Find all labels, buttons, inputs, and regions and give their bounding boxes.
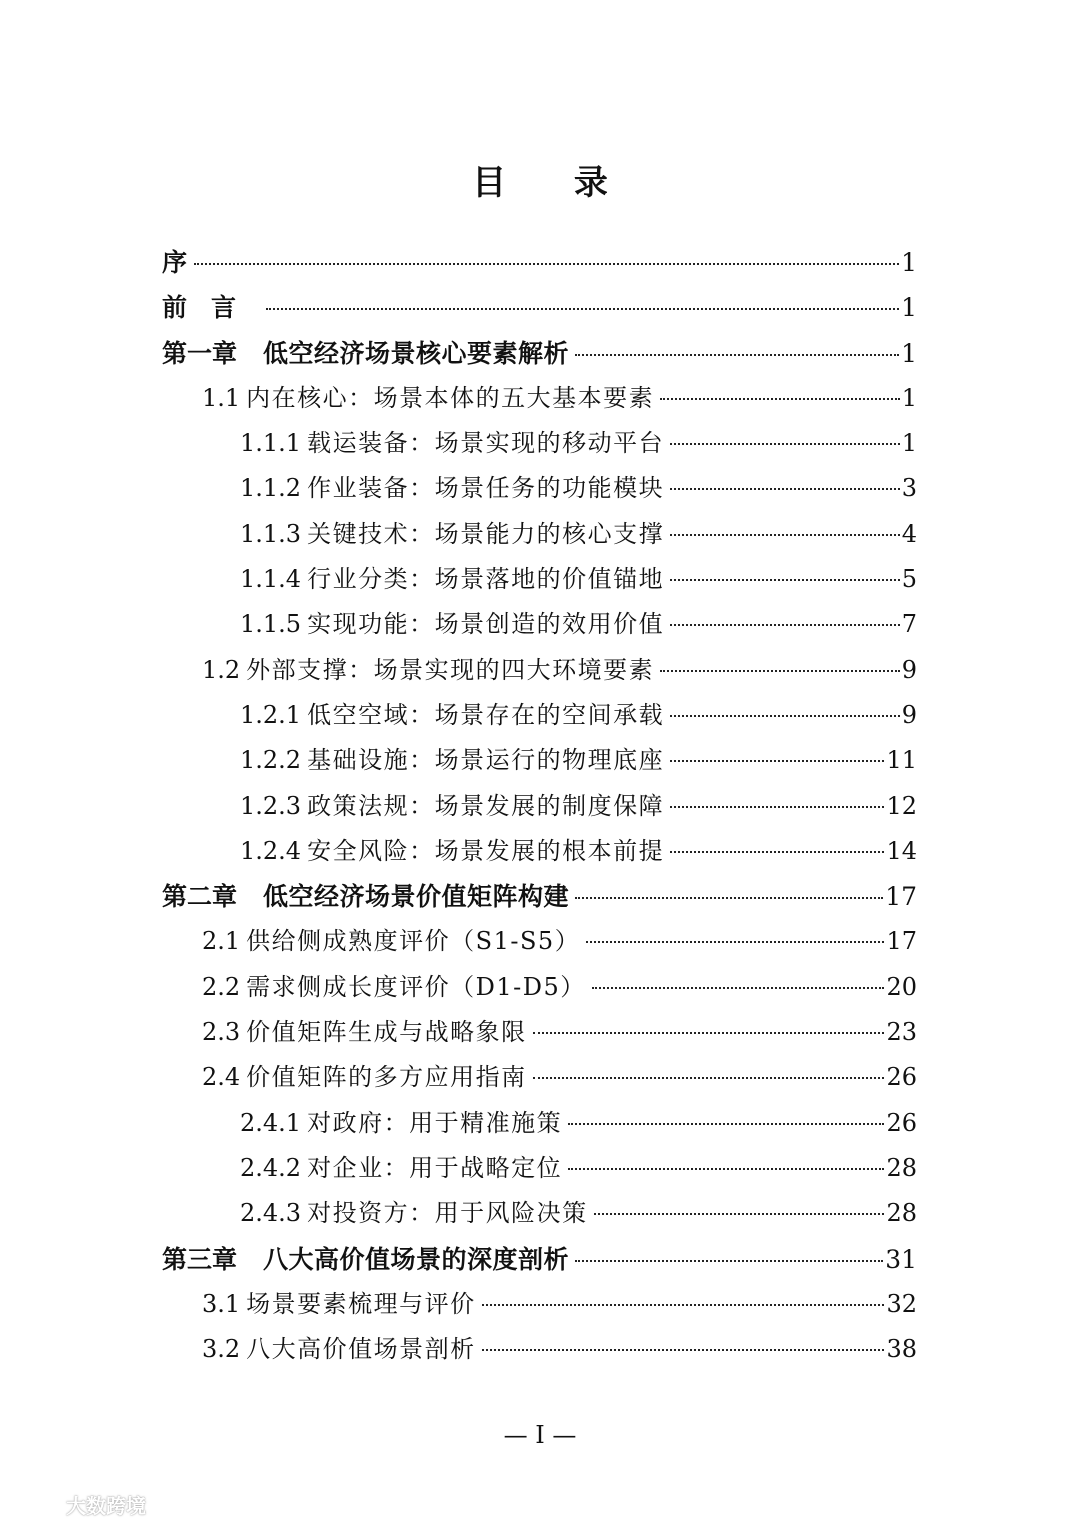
page-number-footer: — I — bbox=[503, 1421, 577, 1449]
entry-number: 3.1 bbox=[202, 1289, 241, 1318]
entry-number: 2.4 bbox=[202, 1063, 241, 1092]
toc-chapter-entry[interactable] bbox=[162, 240, 917, 285]
dot-leader bbox=[194, 263, 900, 265]
dot-leader bbox=[586, 941, 884, 943]
dot-leader bbox=[670, 534, 900, 536]
entry-number: 第三章 bbox=[162, 1244, 238, 1274]
page-title: 目 录 bbox=[472, 162, 636, 203]
entry-title: 基础设施：场景运行的物理底座 bbox=[307, 746, 665, 775]
entry-page-number: 26 bbox=[886, 1108, 917, 1137]
entry-title: 外部支撑：场景实现的四大环境要素 bbox=[246, 655, 655, 684]
toc-entry[interactable] bbox=[162, 693, 917, 738]
weibo-logo-icon bbox=[8, 1494, 36, 1516]
toc-entry[interactable] bbox=[162, 919, 917, 964]
entry-title: 低空经济场景价值矩阵构建 bbox=[263, 882, 570, 912]
toc-entry[interactable] bbox=[162, 421, 917, 466]
entry-page-number: 31 bbox=[885, 1244, 917, 1274]
entry-title: 前言 bbox=[162, 293, 261, 323]
entry-title: 关键技术：场景能力的核心支撑 bbox=[307, 519, 665, 548]
toc-entry[interactable] bbox=[162, 557, 917, 602]
speech-bubble-icon bbox=[40, 1495, 62, 1515]
dot-leader bbox=[660, 670, 900, 672]
table-of-contents bbox=[162, 240, 917, 1372]
entry-title: 序 bbox=[162, 248, 188, 277]
entry-number: 1.1 bbox=[202, 383, 241, 412]
dot-leader bbox=[266, 308, 899, 310]
dot-leader bbox=[568, 1168, 884, 1170]
entry-number: 1.1.2 bbox=[240, 474, 302, 503]
dot-leader bbox=[482, 1304, 885, 1306]
toc-entry[interactable] bbox=[162, 784, 917, 829]
entry-title: 低空经济场景核心要素解析 bbox=[263, 338, 570, 368]
toc-entry[interactable] bbox=[162, 965, 917, 1010]
toc-entry[interactable] bbox=[162, 1327, 917, 1372]
entry-page-number: 26 bbox=[886, 1063, 917, 1092]
entry-page-number: 28 bbox=[886, 1153, 917, 1182]
entry-title: 低空空域：场景存在的空间承载 bbox=[307, 700, 665, 729]
entry-number: 1.2.1 bbox=[240, 700, 302, 729]
toc-chapter-entry[interactable] bbox=[162, 1237, 917, 1282]
entry-page-number: 9 bbox=[901, 655, 917, 684]
dot-leader bbox=[575, 1260, 883, 1262]
watermark-text: 大数跨境 bbox=[66, 1494, 146, 1518]
entry-title: 价值矩阵生成与战略象限 bbox=[246, 1018, 527, 1047]
entry-page-number: 11 bbox=[886, 746, 917, 775]
watermark bbox=[8, 1490, 146, 1519]
dot-leader bbox=[592, 987, 885, 989]
toc-entry[interactable] bbox=[162, 1010, 917, 1055]
entry-page-number: 17 bbox=[885, 882, 917, 912]
toc-entry[interactable] bbox=[162, 1146, 917, 1191]
toc-entry[interactable] bbox=[162, 376, 917, 421]
entry-number: 3.2 bbox=[202, 1335, 241, 1364]
dot-leader bbox=[670, 760, 884, 762]
toc-entry[interactable] bbox=[162, 738, 917, 783]
entry-number: 2.3 bbox=[202, 1018, 241, 1047]
dot-leader bbox=[670, 851, 884, 853]
entry-title: 载运装备：场景实现的移动平台 bbox=[307, 429, 665, 458]
entry-title: 需求侧成长度评价（D1-D5） bbox=[246, 972, 586, 1001]
dot-leader bbox=[670, 488, 900, 490]
dot-leader bbox=[594, 1213, 885, 1215]
toc-entry[interactable] bbox=[162, 648, 917, 693]
entry-title: 供给侧成熟度评价（S1-S5） bbox=[246, 927, 581, 956]
toc-entry[interactable] bbox=[162, 1282, 917, 1327]
entry-number: 1.1.4 bbox=[240, 565, 302, 594]
entry-page-number: 23 bbox=[886, 1018, 917, 1047]
toc-entry[interactable] bbox=[162, 1191, 917, 1236]
dot-leader bbox=[533, 1077, 885, 1079]
dot-leader bbox=[670, 806, 884, 808]
dot-leader bbox=[670, 579, 900, 581]
entry-title: 实现功能：场景创造的效用价值 bbox=[307, 610, 665, 639]
entry-page-number: 1 bbox=[901, 248, 917, 277]
toc-chapter-entry[interactable] bbox=[162, 285, 917, 330]
entry-page-number: 32 bbox=[886, 1289, 917, 1318]
toc-entry[interactable] bbox=[162, 512, 917, 557]
entry-number: 第二章 bbox=[162, 882, 238, 912]
entry-title: 对投资方：用于风险决策 bbox=[307, 1199, 588, 1228]
toc-entry[interactable] bbox=[162, 829, 917, 874]
entry-number: 1.1.5 bbox=[240, 610, 302, 639]
entry-page-number: 9 bbox=[901, 700, 917, 729]
entry-number: 2.4.2 bbox=[240, 1153, 302, 1182]
entry-page-number: 1 bbox=[901, 293, 917, 323]
entry-title: 八大高价值场景剖析 bbox=[246, 1335, 476, 1364]
entry-page-number: 5 bbox=[901, 565, 917, 594]
entry-title: 行业分类：场景落地的价值锚地 bbox=[307, 565, 665, 594]
entry-number: 1.2.3 bbox=[240, 791, 302, 820]
entry-page-number: 38 bbox=[886, 1335, 917, 1364]
entry-page-number: 12 bbox=[886, 791, 917, 820]
entry-page-number: 1 bbox=[901, 338, 917, 368]
entry-title: 作业装备：场景任务的功能模块 bbox=[307, 474, 665, 503]
entry-title: 八大高价值场景的深度剖析 bbox=[263, 1244, 570, 1274]
toc-chapter-entry[interactable] bbox=[162, 874, 917, 919]
toc-entry[interactable] bbox=[162, 1101, 917, 1146]
entry-title: 对政府：用于精准施策 bbox=[307, 1108, 563, 1137]
entry-page-number: 28 bbox=[886, 1199, 917, 1228]
entry-number: 1.2 bbox=[202, 655, 241, 684]
dot-leader bbox=[575, 354, 899, 356]
entry-title: 价值矩阵的多方应用指南 bbox=[246, 1063, 527, 1092]
entry-page-number: 3 bbox=[901, 474, 917, 503]
entry-page-number: 20 bbox=[886, 972, 917, 1001]
entry-title: 场景要素梳理与评价 bbox=[246, 1289, 476, 1318]
entry-title: 对企业：用于战略定位 bbox=[307, 1153, 563, 1182]
dot-leader bbox=[575, 897, 883, 899]
dot-leader bbox=[533, 1032, 885, 1034]
entry-number: 2.1 bbox=[202, 927, 241, 956]
dot-leader bbox=[670, 624, 900, 626]
toc-chapter-entry[interactable] bbox=[162, 331, 917, 376]
dot-leader bbox=[670, 443, 900, 445]
toc-entry[interactable] bbox=[162, 1055, 917, 1100]
entry-number: 1.2.4 bbox=[240, 836, 302, 865]
entry-number: 第一章 bbox=[162, 338, 238, 368]
toc-entry[interactable] bbox=[162, 602, 917, 647]
entry-number: 1.1.1 bbox=[240, 429, 302, 458]
entry-number: 1.2.2 bbox=[240, 746, 302, 775]
entry-number: 2.4.1 bbox=[240, 1108, 302, 1137]
entry-page-number: 1 bbox=[901, 429, 917, 458]
dot-leader bbox=[660, 398, 900, 400]
entry-number: 2.2 bbox=[202, 972, 241, 1001]
entry-number: 1.1.3 bbox=[240, 519, 302, 548]
dot-leader bbox=[482, 1349, 885, 1351]
entry-page-number: 4 bbox=[901, 519, 917, 548]
dot-leader bbox=[670, 715, 900, 717]
dot-leader bbox=[568, 1123, 884, 1125]
entry-title: 内在核心：场景本体的五大基本要素 bbox=[246, 383, 655, 412]
entry-page-number: 17 bbox=[886, 927, 917, 956]
entry-page-number: 7 bbox=[901, 610, 917, 639]
entry-title: 政策法规：场景发展的制度保障 bbox=[307, 791, 665, 820]
entry-number: 2.4.3 bbox=[240, 1199, 302, 1228]
toc-entry[interactable] bbox=[162, 466, 917, 511]
entry-title: 安全风险：场景发展的根本前提 bbox=[307, 836, 665, 865]
entry-page-number: 1 bbox=[901, 383, 917, 412]
entry-page-number: 14 bbox=[886, 836, 917, 865]
